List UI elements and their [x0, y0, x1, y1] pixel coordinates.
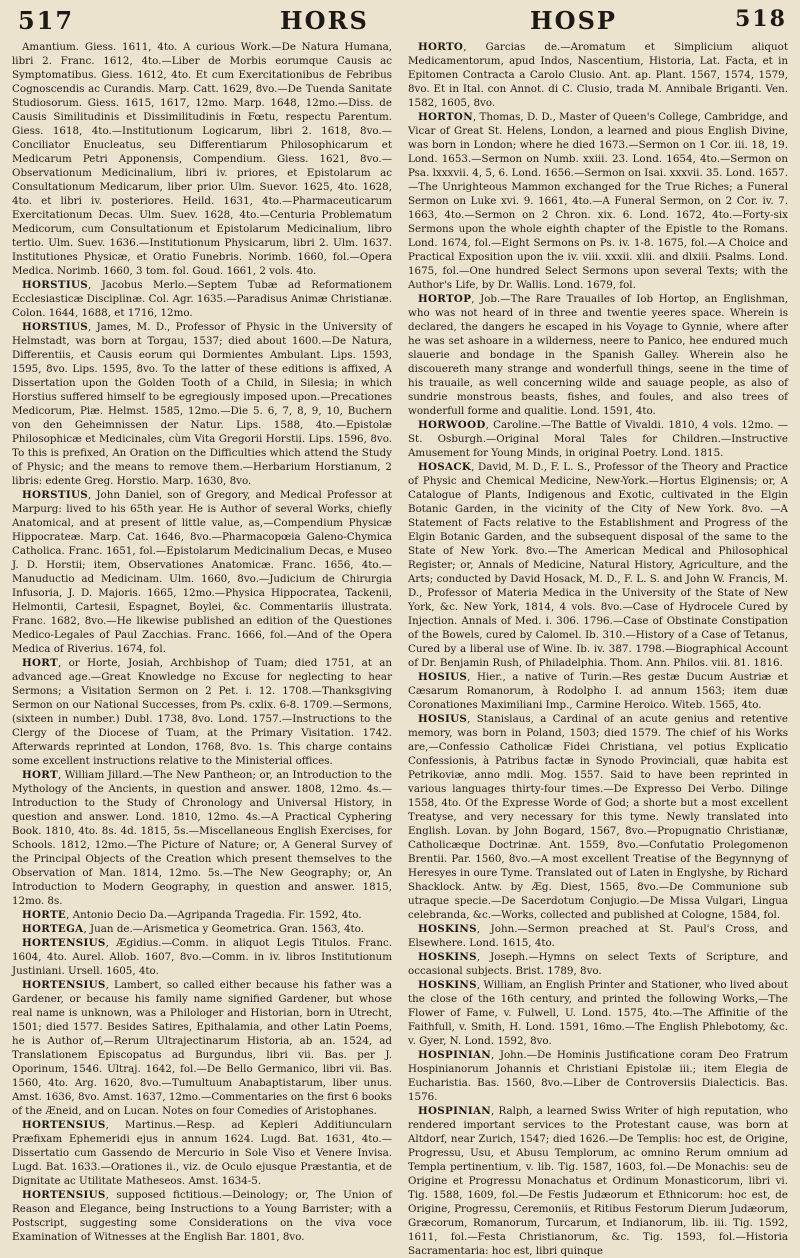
right-column	[408, 40, 788, 1257]
bibliography-entry: HORSTIUS, John Daniel, son of Gregory, and Medical Professor at Marpurg: lived to his 65th year. He is Author of several Works, chiefly Anatomical, and at present of little value, as,—Compendium Physicæ Hippocrateæ. Marp. Cat. 1646, 8vo.—Pharmacopœia Galeno-Chymica Catholica. Franc. 1651, fol.—Epistolarum Medicinalium Decas, e Museo J. D. Horstii; item, Observationes Anatomicæ. Franc. 1656, 4to.—Manuductio ad Medicinam. Ulm. 1660, 8vo.—Judicium de Chirurgia Infusoria, J. D. Majoris. 1665, 12mo.—Physica Hippocratea, Tackenii, Helmontii, Cartesii, Espagnet, Boylei, &c. Commentariis illustrata. Franc. 1682, 8vo.—He likewise published an edition of the Questiones Medico-Legales of Paul Zacchias. Franc. 1666, fol.—And of the Opera Medica of Riverius. 1674, fol.	[12, 489, 392, 655]
bibliography-entry: HORSTIUS, Jacobus Merlo.—Septem Tubæ ad Reformationem Ecclesiasticæ Disciplinæ. Col. Agr. 1635.—Paradisus Animæ Christianæ. Colon. 1644, 1688, et 1716, 12mo.	[12, 279, 392, 319]
bibliography-entry: HORTO, Garcias de.—Aromatum et Simplicium aliquot Medicamentorum, apud Indos, Nascentium, Historia, Lat. Facta, et in Epitomen Contracta a Carolo Clusio. Ant. ap. Plant. 1567, 1574, 1579, 8vo. Et in Ital. con Annot. di C. Clusio, trada M. Annibale Briganti. Ven. 1582, 1605, 8vo.	[408, 41, 788, 109]
entry-headword: HOSKINS	[418, 923, 477, 935]
entry-headword: HOSKINS	[418, 979, 477, 991]
entry-headword: HORTENSIUS	[22, 979, 106, 991]
bibliography-entry: HORSTIUS, James, M. D., Professor of Physic in the University of Helmstadt, was born at Torgau, 1537; died about 1600.—De Natura, Differentiis, et Causis eorum qui Dormientes Ambulant. Lips. 1593, 1595, 8vo. Lips. 1595, 8vo. To the latter of these editions is affixed, A Dissertation upon the Golden Tooth of a Child, in Silesia; in which Horstius suffered himself to be egregiously imposed upon.—Precationes Medicorum, Piæ. Helmst. 1585, 12mo.—Die 5. 6, 7, 8, 9, 10, Buchern von den Geheimnissen der Natur. Lips. 1588, 4to.—Epistolæ Philosophicæ et Medicinales, cùm Vita Gregorii Horstii. Lips. 1596, 8vo. To this is prefixed, An Oration on the Difficulties which attend the Study of Physic; and the means to remove them.—Herbarium Horstianum, 2 libris: edente Greg. Horstio. Marp. 1630, 8vo.	[12, 321, 392, 487]
bibliography-entry: HOSIUS, Stanislaus, a Cardinal of an acute genius and retentive memory, was born in Poland, 1503; died 1579. The chief of his Works are,—Confessio Catholicæ Fidei Christiana, vel potius Explicatio Confessionis, à Patribus factæ in Synodo Provinciali, quæ habita est Petrikoviæ, anno mdli. Mog. 1557. Said to have been reprinted in various languages thirty-four times.—De Expresso Dei Verbo. Dilinge 1558, 4to. Of the Expresse Worde of God; a shorte but a most excellent Treatyse, and very necessary for this tyme. Newly translated into English. Lovan. by John Bogard, 1567, 8vo.—Propugnatio Christianæ, Catholicæque Doctrinæ. Ant. 1559, 8vo.—Confutatio Prolegomenon Brentii. Par. 1560, 8vo.—A most excellent Treatise of the Begynnyng of Heresyes in oure Tyme. Translated out of Laten in Englyshe, by Richard Shacklock. Antw. by Æg. Diest, 1565, 8vo.—De Communione sub utraque specie.—De Sacerdotum Conjugio.—De Missa Vulgari, Lingua celebranda, &c.—Works, collected and published at Cologne, 1584, fol.	[408, 713, 788, 921]
bibliography-entry: HORTE, Antonio Decio Da.—Agripanda Tragedia. Fir. 1592, 4to.	[22, 909, 362, 921]
running-head-right: HOSP	[530, 6, 617, 35]
bibliography-entry: HORTENSIUS, Lambert, so called either because his father was a Gardener, or because his family name signified Gardener, but whose real name is unknown, was a Philologer and Historian, born in Utrecht, 1501; died 1577. Besides Satires, Epithalamia, and other Latin Poems, he is Author of,—Rerum Ultrajectinarum Historia, ab an. 1524, ad Translationem Episcopatus ad Burgundus, libri vii. Bas. per J. Oporinum, 1546. Ultraj. 1642, fol.—De Bello Germanico, libri vii. Bas. 1560, 4to. Arg. 1620, 8vo.—Tumultuum Anabaptistarum, liber unus. Amst. 1636, 8vo. Amst. 1637, 12mo.—Commentaries on the first 6 books of the Æneid, and on Lucan. Notes on four Comedies of Aristophanes.	[12, 979, 392, 1117]
bibliography-entry: HORTEGA, Juan de.—Arismetica y Geometrica. Gran. 1563, 4to.	[22, 923, 364, 935]
bibliography-entry: HORTON, Thomas, D. D., Master of Queen's College, Cambridge, and Vicar of Great St. Helens, London, a learned and pious English Divine, was born in London; where he died 1673.—Sermon on 1 Cor. iii. 18, 19. Lond. 1653.—Sermon on Numb. xxiii. 23. Lond. 1654, 4to.—Sermon on Psa. lxxxvii. 4, 5, 6. Lond. 1656.—Sermon on Isai. xxxvii. 35. Lond. 1657.—The Unrighteous Mammon exchanged for the True Riches; a Funeral Sermon on Luke xvi. 9. 1661, 4to.—A Funeral Sermon, on 2 Cor. iv. 7. 1663, 4to.—Sermon on 2 Chron. xix. 6. Lond. 1672, 4to.—Forty-six Sermons upon the whole eighth chapter of the Epistle to the Romans. Lond. 1674, fol.—Eight Sermons on Ps. iv. 1-8. 1675, fol.—A Choice and Practical Exposition upon the iv. viii. xxxii. xlii. and dlxiii. Psalms. Lond. 1675, fol.—One hundred Select Sermons upon several Texts; with the Author's Life, by Dr. Wallis. Lond. 1679, fol.	[408, 111, 788, 291]
entry-headword: HORWOOD	[418, 419, 486, 431]
bibliography-entry: HORWOOD, Caroline.—The Battle of Vivaldi. 1810, 4 vols. 12mo. —St. Osburgh.—Original Moral Tales for Children.—Instructive Amusement for Young Minds, in original Poetry. Lond. 1815.	[408, 419, 788, 459]
entry-headword: HORTENSIUS	[22, 1119, 106, 1131]
entry-headword: HOSIUS	[418, 671, 468, 683]
entry-headword: HORTENSIUS	[22, 1189, 106, 1201]
entry-headword: HOSACK	[418, 461, 472, 473]
bibliography-entry: HORT, or Horte, Josiah, Archbishop of Tuam; died 1751, at an advanced age.—Great Knowledge no Excuse for neglecting to hear Sermons; a Visitation Sermon on 2 Pet. i. 12. 1708.—Thanksgiving Sermon on our National Successes, from Ps. cxlix. 6-8. 1709.—Sermons, (sixteen in number.) Dubl. 1738, 8vo. Lond. 1757.—Instructions to the Clergy of the Diocese of Tuam, at the Primary Visitation. 1742. Afterwards reprinted at London, 1768, 8vo. 1s. This charge contains some excellent instructions relative to the Ministerial offices.	[12, 657, 392, 767]
bibliography-entry: HOSPINIAN, Ralph, a learned Swiss Writer of high reputation, who rendered important services to the Protestant cause, was born at Altdorf, near Zurich, 1547; died 1626.—De Templis: hoc est, de Origine, Progressu, Usu, et Abusu Templorum, ac omnino Rerum omnium ad Templa pertinentium, v. lib. Tig. 1587, 1603, fol.—De Monachis: seu de Origine et Progressu Monachatus et Ordinum Monasticorum, libri vi. Tig. 1588, 1609, fol.—De Festis Judæorum et Ethnicorum: hoc est, de Origine, Progressu, Ceremoniis, et Ritibus Festorum Dierum Judæorum, Græcorum, Romanorum, Turcarum, et Indianorum, lib. iii. Tig. 1592, 1611, fol.—Festa Christianorum, &c. Tig. 1593, fol.—Historia Sacramentaria: hoc est, libri quinque	[408, 1105, 788, 1257]
entry-headword: HOSIUS	[418, 713, 468, 725]
entry-headword: HORTE	[22, 909, 67, 921]
page-number-left: 517	[18, 6, 75, 35]
entry-headword: HOSPINIAN	[418, 1049, 492, 1061]
entry-headword: HORSTIUS	[22, 279, 88, 291]
bibliography-entry: HOSKINS, John.—Sermon preached at St. Paul's Cross, and Elsewhere. Lond. 1615, 4to.	[408, 923, 788, 949]
entry-headword: HORTON	[418, 111, 473, 123]
entry-headword: HORTEGA	[22, 923, 84, 935]
entry-headword: HOSPINIAN	[418, 1105, 492, 1117]
bibliography-entry: Amantium. Giess. 1611, 4to. A curious Work.—De Natura Humana, libri 2. Franc. 1612, 4to.—Liber de Morbis eorumque Causis ac Symptomatibus. Giess. 1612, 4to. Et cum Exercitationibus de Febribus Cognoscendis ac Curandis. Marp. Catt. 1629, 8vo.—De Tuenda Sanitate Studiosorum. Giess. 1615, 1617, 12mo. Marp. 1648, 12mo.—Diss. de Causis Similitudinis et Dissimilitudinis in Fœtu, respectu Parentum. Giess. 1618, 4to.—Institutionum Logicarum, libri 2. 1618, 8vo.—Conciliator Enucleatus, seu Differentiarum Philosophicarum et Medicarum Petri Apponensis, Compendium. Giess. 1621, 8vo.—Observationum Medicinalium, libri iv. priores, et Epistolarum ac Consultationum Medicarum, liber prior. Ulm. Suevor. 1625, 4to. 1628, 4to. et libri iv. posteriores. Heild. 1631, 4to.—Pharmaceuticarum Exercitationum Decas. Ulm. Suev. 1628, 4to.—Centuria Problematum Medicorum, cum Consultationum et Epistolarum Medicinalium, libro tertio. Ulm. Suev. 1636.—Institutionum Physicarum, libri 2. Ulm. 1637. Institutiones Physicæ, et Oratio Funebris. Norimb. 1660, fol.—Opera Medica. Norimb. 1660, 3 tom. fol. Goud. 1661, 2 vols. 4to.	[12, 41, 392, 277]
bibliography-entry: HORTENSIUS, supposed fictitious.—Deinology; or, The Union of Reason and Elegance, being Instructions to a Young Barrister; with a Postscript, suggesting some Considerations on the viva voce Examination of Witnesses at the English Bar. 1801, 8vo.	[12, 1189, 392, 1243]
bibliography-entry: HOSKINS, William, an English Printer and Stationer, who lived about the close of the 16th century, and printed the following Works,—The Flower of Fame, v. Fulwell, U. Lond. 1575, 4to.—The Affinitie of the Faithfull, v. Smith, H. Lond. 1591, 16mo.—The English Phlebotomy, &c. v. Gyer, N. Lond. 1592, 8vo.	[408, 979, 788, 1047]
running-head-left: HORS	[280, 6, 369, 35]
running-header	[0, 6, 800, 38]
entry-headword: HORTENSIUS	[22, 937, 106, 949]
entry-headword: HORSTIUS	[22, 321, 88, 333]
bibliography-entry: HOSPINIAN, John.—De Hominis Justificatione coram Deo Fratrum Hospinianorum Johannis et Christiani Epistolæ iii.; item Elegia de Eucharistia. Bas. 1560, 8vo.—Liber de Controversiis Dialecticis. Bas. 1576.	[408, 1049, 788, 1103]
entry-headword: HORTOP	[418, 293, 472, 305]
left-column	[12, 40, 392, 1243]
entry-headword: HOSKINS	[418, 951, 477, 963]
bibliography-entry: HORTENSIUS, Ægidius.—Comm. in aliquot Legis Titulos. Franc. 1604, 4to. Aurel. Allob. 1607, 8vo.—Comm. in iv. libros Institutionum Justiniani. Ursell. 1605, 4to.	[12, 937, 392, 977]
bibliography-entry: HOSKINS, Joseph.—Hymns on select Texts of Scripture, and occasional subjects. Brist. 1789, 8vo.	[408, 951, 788, 977]
bibliography-entry: HOSACK, David, M. D., F. L. S., Professor of the Theory and Practice of Physic and Chemical Medicine, New-York.—Hortus Elginensis; or, A Catalogue of Plants, Indigenous and Exotic, cultivated in the Elgin Botanic Garden, in the vicinity of the City of New York. 8vo. —A Statement of Facts relative to the Establishment and Progress of the Elgin Botanic Garden, and the subsequent disposal of the same to the State of New York. 8vo.—The American Medical and Philosophical Register; or, Annals of Medicine, Natural History, Agriculture, and the Arts; conducted by David Hosack, M. D., F. L. S. and John W. Francis, M. D., Professor of Materia Medica in the University of the State of New York, &c. New York, 1814, 4 vols. 8vo.—Case of Hydrocele Cured by Injection. Annals of Med. i. 306. 1796.—Case of Obstinate Constipation of the Bowels, cured by Calomel. Ib. 310.—History of a Case of Tetanus, Cured by a liberal use of Wine. Ib. iv. 387. 1798.—Biographical Account of Dr. Benjamin Rush, of Philadelphia. Thom. Ann. Philos. viii. 81. 1816.	[408, 461, 788, 669]
bibliography-entry: HOSIUS, Hier., a native of Turin.—Res gestæ Ducum Austriæ et Cæsarum Romanorum, à Rodolpho I. ad annum 1563; item duæ Coronationes Maximiliani Imp., Carmine Heroico. Witeb. 1565, 4to.	[408, 671, 788, 711]
page-number-right: 518	[735, 6, 787, 32]
bibliography-entry: HORT, William Jillard.—The New Pantheon; or, an Introduction to the Mythology of the Ancients, in question and answer. 1808, 12mo. 4s.—Introduction to the Study of Chronology and Universal History, in question and answer. Lond. 1810, 12mo. 4s.—A Practical Cyphering Book. 1810, 4to. 8s. 4d. 1815, 5s.—Miscellaneous English Exercises, for Schools. 1812, 12mo.—The Picture of Nature; or, A General Survey of the Principal Objects of the Creation which present themselves to the Observation of Man. 1814, 12mo. 5s.—The New Geography; or, An Introduction to Modern Geography, in question and answer. 1815, 12mo. 8s.	[12, 769, 392, 907]
entry-headword: HORT	[22, 657, 58, 669]
bibliography-entry: HORTENSIUS, Martinus.—Resp. ad Kepleri Additiuncularn Præfixam Ephemeridi ejus in annum 1624. Lugd. Bat. 1631, 4to.—Dissertatio cum Gassendo de Mercurio in Sole Viso et Venere Invisa. Lugd. Bat. 1633.—Orationes ii., viz. de Oculo ejusque Præstantia, et de Dignitate ac Utilitate Matheseos. Amst. 1634-5.	[12, 1119, 392, 1187]
entry-headword: HORTO	[418, 41, 464, 53]
bibliography-entry: HORTOP, Job.—The Rare Trauailes of Iob Hortop, an Englishman, who was not heard of in three and twentie yeeres space. Wherein is declared, the dangers he escaped in his Voyage to Gynnie, where after he was set ashoare in a wilderness, neere to Panico, hee endured much slauerie and bondage in the Spanish Galley. Wherein also he discouereth many strange and wonderfull things, seene in the time of his trauaile, as well concerning wilde and sauage people, as also of sundrie monstrous beasts, fishes, and foules, and also trees of wonderfull forme and qualitie. Lond. 1591, 4to.	[408, 293, 788, 417]
entry-headword: HORSTIUS	[22, 489, 88, 501]
entry-headword: HORT	[22, 769, 58, 781]
